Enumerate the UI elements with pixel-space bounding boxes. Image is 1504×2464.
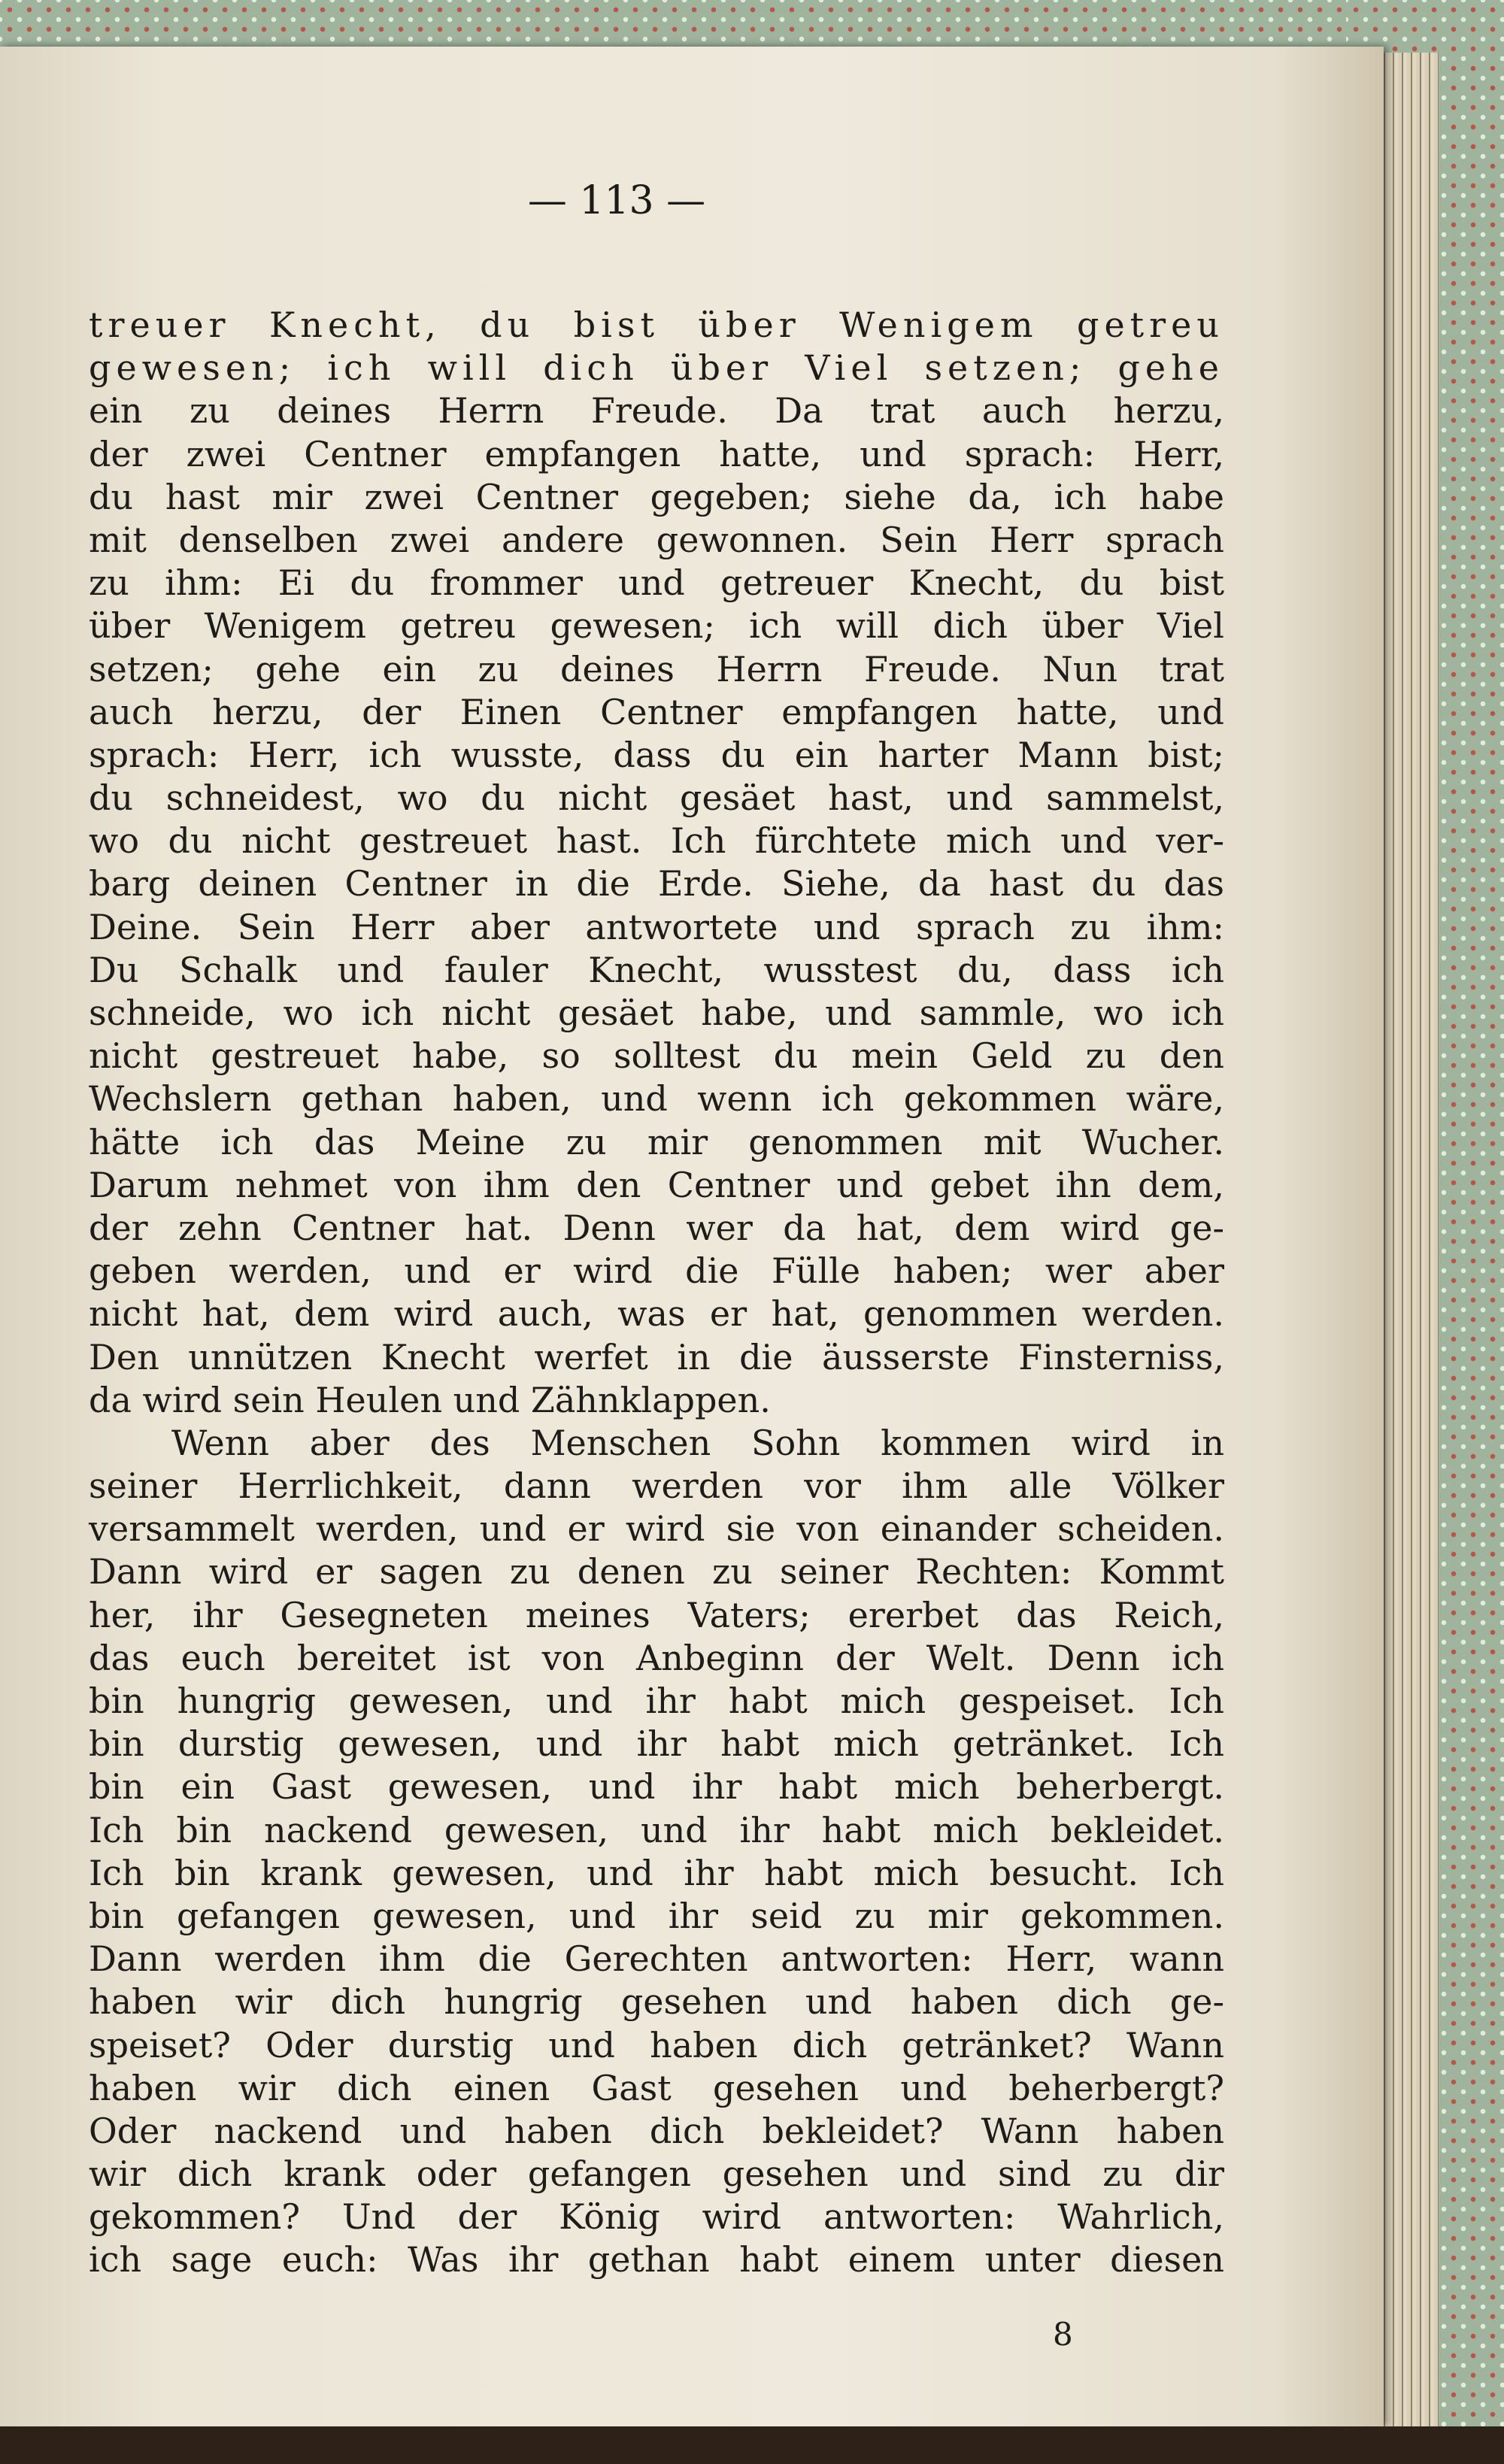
text-line: da wird sein Heulen und Zähnklappen. <box>89 1379 771 1420</box>
signature-mark: 8 <box>1053 2316 1073 2353</box>
cover-edge-top <box>0 0 1504 47</box>
text-line: bin hungrig gewesen, und ihr habt mich gespeiset. Ich <box>89 1681 1224 1721</box>
text-line: Wechslern gethan haben, und wenn ich gekommen wäre, <box>89 1078 1224 1120</box>
page-number: — 113 — <box>527 178 706 223</box>
text-line: haben wir dich einen Gast gesehen und beherbergt? <box>89 2067 1224 2108</box>
body-text <box>89 304 1224 2282</box>
text-line: der zehn Centner hat. Denn wer da hat, dem wird ge- <box>89 1207 1224 1248</box>
text-line: Deine. Sein Herr aber antwortete und sprach zu ihm: <box>89 906 1224 947</box>
text-line: haben wir dich hungrig gesehen und haben dich ge- <box>89 1981 1224 2023</box>
text-line: treuer Knecht, du bist über Wenigem getreu <box>89 305 1224 345</box>
text-line: speiset? Oder durstig und haben dich getränket? Wann <box>89 2024 1224 2065</box>
text-line: Dann wird er sagen zu denen zu seiner Rechten: Kommt <box>89 1551 1224 1593</box>
text-line: barg deinen Centner in die Erde. Siehe, da hast du das <box>89 863 1224 905</box>
text-line: her, ihr Gesegneten meines Vaters; ererbet das Reich, <box>89 1594 1224 1635</box>
text-line: das euch bereitet ist von Anbeginn der Welt. Denn ich <box>89 1637 1224 1678</box>
text-line: geben werden, und er wird die Fülle haben; wer aber <box>89 1250 1224 1292</box>
text-line: versammelt werden, und er wird sie von einander scheiden. <box>89 1508 1224 1550</box>
text-line: wir dich krank oder gefangen gesehen und sind zu dir <box>89 2153 1224 2195</box>
text-line: sprach: Herr, ich wusste, dass du ein harter Mann bist; <box>89 734 1224 775</box>
text-line: seiner Herrlichkeit, dann werden vor ihm alle Völker <box>89 1465 1224 1507</box>
bottom-edge <box>0 2426 1504 2464</box>
text-line: ein zu deines Herrn Freude. Da trat auch herzu, <box>89 390 1224 432</box>
text-line: Oder nackend und haben dich bekleidet? Wann haben <box>89 2110 1224 2151</box>
text-line: bin gefangen gewesen, und ihr seid zu mir gekommen. <box>89 1895 1224 1936</box>
text-line: Darum nehmet von ihm den Centner und gebet ihn dem, <box>89 1164 1224 1205</box>
text-line: gekommen? Und der König wird antworten: Wahrlich, <box>89 2196 1224 2238</box>
text-line: du schneidest, wo du nicht gesäet hast, und sammelst, <box>89 777 1224 819</box>
text-line: bin ein Gast gewesen, und ihr habt mich beherbergt. <box>89 1766 1224 1808</box>
text-line: ich sage euch: Was ihr gethan habt einem unter diesen <box>89 2239 1224 2281</box>
text-line: Wenn aber des Menschen Sohn kommen wird in <box>171 1422 1224 1463</box>
text-line: nicht hat, dem wird auch, was er hat, genommen werden. <box>89 1293 1224 1335</box>
text-line: Ich bin krank gewesen, und ihr habt mich besucht. Ich <box>89 1852 1224 1893</box>
text-line: mit denselben zwei andere gewonnen. Sein Herr sprach <box>89 519 1224 560</box>
text-line: wo du nicht gestreuet hast. Ich fürchtete mich und ver- <box>89 820 1224 862</box>
text-line: Den unnützen Knecht werfet in die äusserste Finsterniss, <box>89 1336 1224 1377</box>
text-line: Ich bin nackend gewesen, und ihr habt mich bekleidet. <box>89 1809 1224 1850</box>
book-page <box>0 47 1384 2426</box>
text-line: bin durstig gewesen, und ihr habt mich getränket. Ich <box>89 1723 1224 1765</box>
text-line: du hast mir zwei Centner gegeben; siehe da, ich habe <box>89 476 1224 517</box>
text-line: Du Schalk und fauler Knecht, wusstest du, dass ich <box>89 949 1224 990</box>
text-line: über Wenigem getreu gewesen; ich will dich über Viel <box>89 605 1224 647</box>
text-line: der zwei Centner empfangen hatte, und sprach: Herr, <box>89 433 1224 474</box>
text-line: schneide, wo ich nicht gesäet habe, und sammle, wo ich <box>89 993 1224 1033</box>
text-line: hätte ich das Meine zu mir genommen mit Wucher. <box>89 1121 1224 1162</box>
text-line: nicht gestreuet habe, so solltest du mein Geld zu den <box>89 1035 1224 1077</box>
text-line: setzen; gehe ein zu deines Herrn Freude. Nun trat <box>89 648 1224 689</box>
text-line: zu ihm: Ei du frommer und getreuer Knecht, du bist <box>89 562 1224 604</box>
text-line: Dann werden ihm die Gerechten antworten: Herr, wann <box>89 1938 1224 1980</box>
text-line: auch herzu, der Einen Centner empfangen hatte, und <box>89 691 1224 732</box>
text-line: gewesen; ich will dich über Viel setzen; gehe <box>89 347 1224 389</box>
